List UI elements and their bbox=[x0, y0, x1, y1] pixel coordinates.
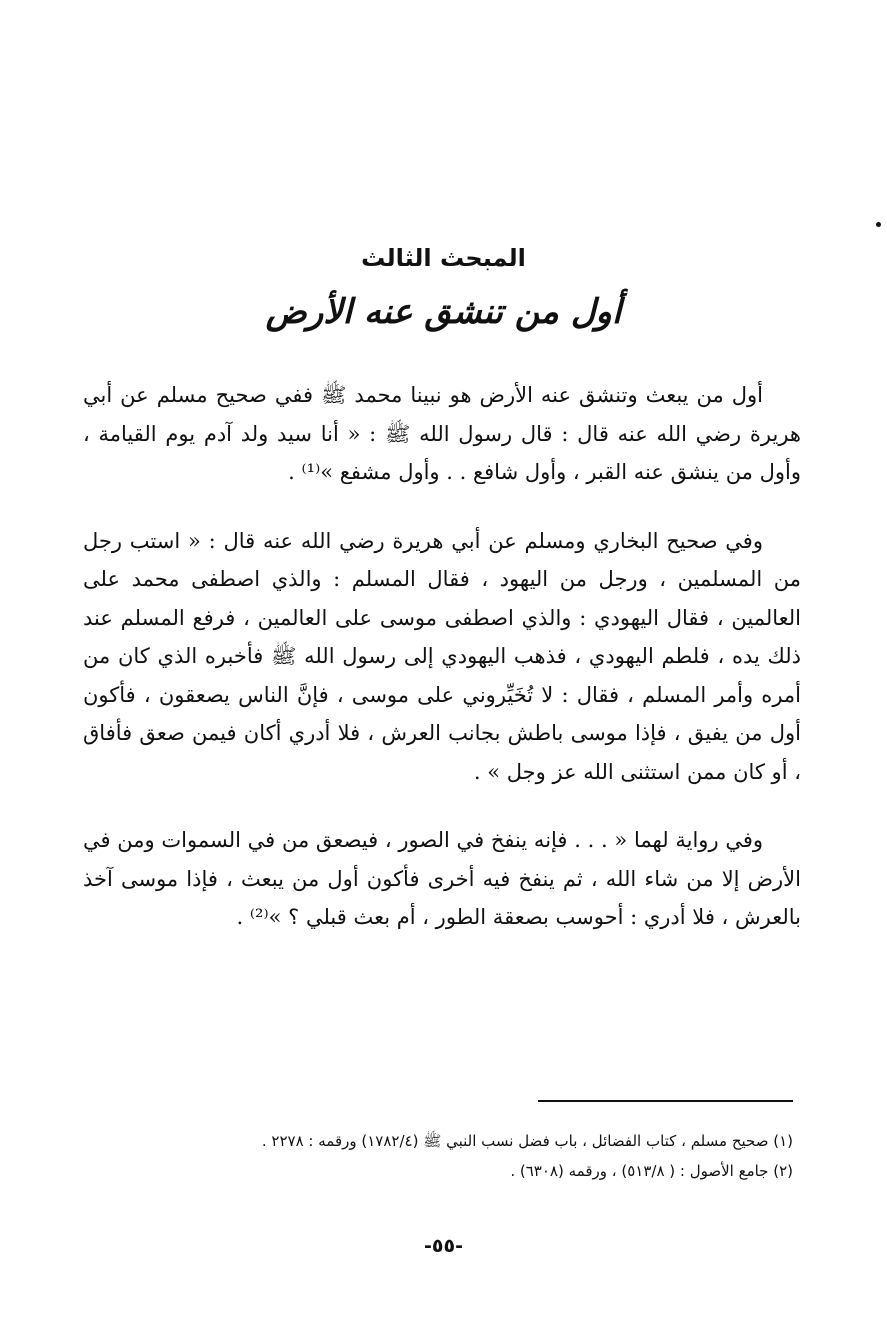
paragraph-1: أول من يبعث وتنشق عنه الأرض هو نبينا محمد ﷺ ففي صحيح مسلم عن أبي هريرة رضي الله عنه قال : قال رسول الله ﷺ : « أنا سيد ولد آدم يوم القيامة ، وأول من ينشق عنه القبر ، وأول شافع . . وأول مشفع »⁽¹⁾ . bbox=[83, 383, 801, 484]
footnote-2: (٢) جامع الأصول : ( ٥١٣/٨) ، ورقمه (٦٣٠٨) . bbox=[510, 1162, 793, 1180]
page-number: -٥٥- bbox=[424, 1235, 463, 1257]
paragraph-3: وفي رواية لهما « . . . فإنه ينفخ في الصور ، فيصعق من في السموات ومن في الأرض إلا من شاء الله ، ثم ينفخ فيه أخرى فأكون أول من يبعث ، فإذا موسى آخذ بالعرش ، فلا أدري : أحوسب بصعقة الطور ، أم بعث قبلي ؟ »⁽²⁾ . bbox=[83, 828, 801, 929]
paragraph-2: وفي صحيح البخاري ومسلم عن أبي هريرة رضي الله عنه قال : « استب رجل من المسلمين ، ورجل من اليهود ، فقال المسلم : والذي اصطفى محمد على العالمين ، فقال اليهودي : والذي اصطفى موسى على العالمين ، فرفع المسلم عند ذلك يده ، فلطم اليهودي ، فذهب اليهودي إلى رسول الله ﷺ فأخبره الذي كان من أمره وأمر المسلم ، فقال : لا تُخَيِّروني على موسى ، فإنَّ الناس يصعقون ، فأكون أول من يفيق ، فإذا موسى باطش بجانب العرش ، فلا أدري أكان فيمن صعق فأفاق ، أو كان ممن استثنى الله عز وجل » . bbox=[83, 528, 801, 784]
chapter-heading bbox=[0, 238, 887, 340]
ink-speck bbox=[876, 222, 881, 227]
section-label: المبحث الثالث bbox=[361, 244, 526, 272]
footnotes bbox=[93, 1126, 793, 1186]
body-text bbox=[83, 376, 801, 937]
footnote-1: (١) صحيح مسلم ، كتاب الفضائل ، باب فضل نسب النبي ﷺ (١٧٨٢/٤) ورقمه : ٢٢٧٨ . bbox=[261, 1132, 793, 1150]
section-title: أول من تنشق عنه الأرض bbox=[265, 292, 622, 332]
footnote-divider bbox=[538, 1100, 793, 1102]
